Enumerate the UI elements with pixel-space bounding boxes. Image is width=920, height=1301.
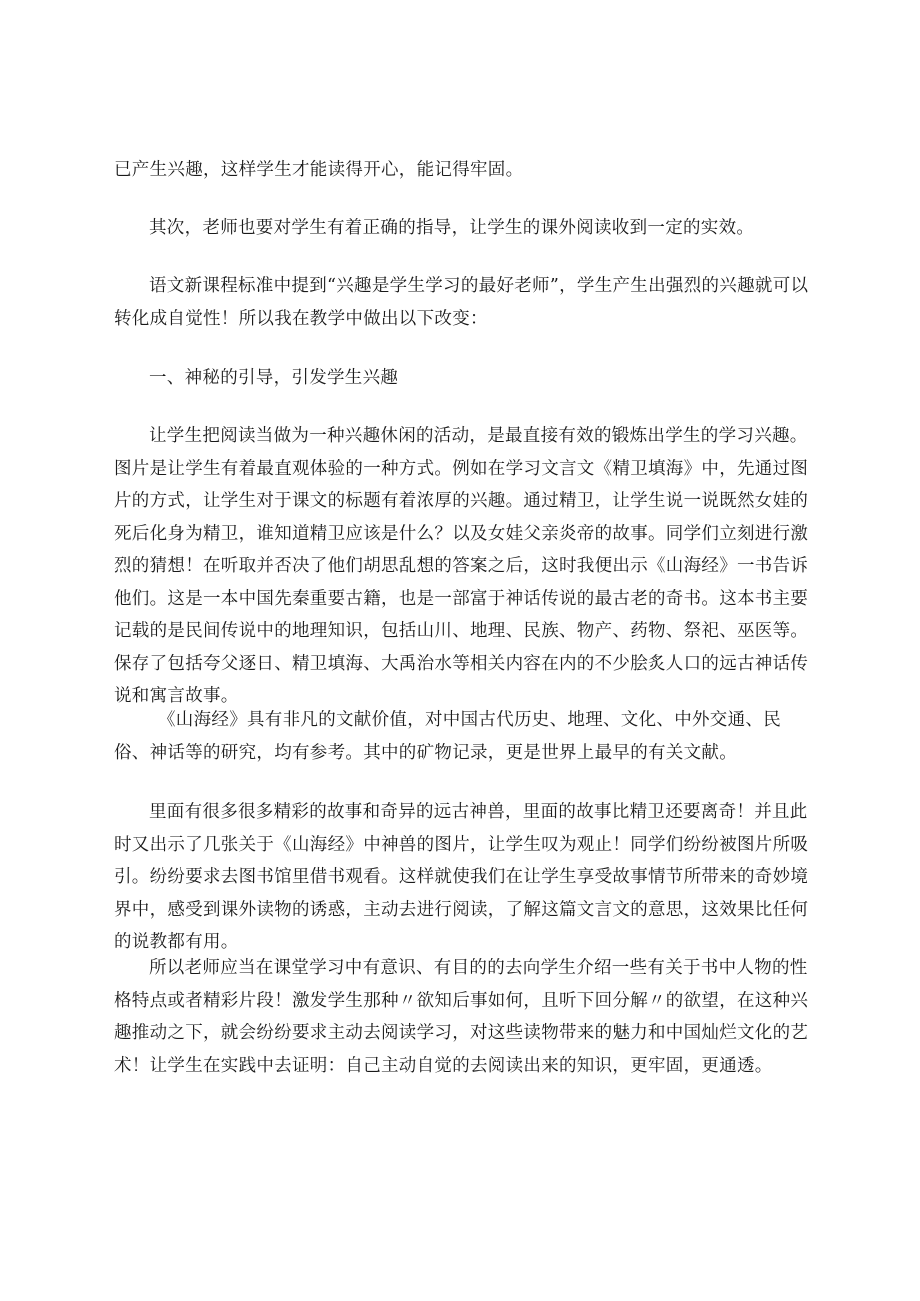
paragraph-curriculum-standard: 语文新课程标准中提到“兴趣是学生学习的最好老师”，学生产生出强烈的兴趣就可以转化成自觉性！所以我在教学中做出以下改变：: [114, 276, 809, 329]
paragraph-shanhaijing-intro: 让学生把阅读当做为一种兴趣休闲的活动，是最直接有效的锻炼出学生的学习兴趣。图片是让学生有着最直观体验的一种方式。例如在学习文言文《精卫填海》中，先通过图片的方式，让学生对于课文的标题有着浓厚的兴趣。通过精卫，让学生说一说既然女娃的死后化身为精卫，谁知道精卫应该是什么？以及女娃父亲炎帝的故事。同学们立刻进行激烈的猜想！在听取并否决了他们胡思乱想的答案之后，这时我便出示《山海经》一书告诉他们。这是一本中国先秦重要古籍，也是一部富于神话传说的最古老的奇书。这本书主要记载的是民间传说中的地理知识，包括山川、地理、民族、物产、药物、祭祀、巫医等。保存了包括夸父逐日、精卫填海、大禹治水等相关内容在内的不少脍炙人口的远古神话传说和寓言故事。: [114, 426, 809, 706]
paragraph-teacher-advice: 所以老师应当在课堂学习中有意识、有目的的去向学生介绍一些有关于书中人物的性格特点或者精彩片段！激发学生那种〃欲知后事如何，且听下回分解〃的欲望，在这种兴趣推动之下，就会纷纷要求主动去阅读学习，对这些读物带来的魅力和中国灿烂文化的艺术！让学生在实践中去证明：自己主动自觉的去阅读出来的知识，更牢固，更通透。: [114, 958, 809, 1076]
paragraph-continuation: 已产生兴趣，这样学生才能读得开心，能记得牢固。: [114, 160, 524, 180]
paragraph-guidance: 其次，老师也要对学生有着正确的指导，让学生的课外阅读收到一定的实效。: [149, 218, 755, 238]
section-heading: 一、神秘的引导，引发学生兴趣: [149, 368, 399, 388]
paragraph-mythical-beasts: 里面有很多很多精彩的故事和奇异的远古神兽，里面的故事比精卫还要离奇！并且此时又出示了几张关于《山海经》中神兽的图片，让学生叹为观止！同学们纷纷被图片所吸引。纷纷要求去图书馆里借书观看。这样就使我们在让学生享受故事情节所带来的奇妙境界中，感受到课外读物的诱惑，主动去进行阅读，了解这篇文言文的意思，这效果比任何的说教都有用。: [114, 802, 809, 952]
paragraph-literary-value: 《山海经》具有非凡的文献价值，对中国古代历史、地理、文化、中外交通、民俗、神话等的研究，均有参考。其中的矿物记录，更是世界上最早的有关文献。: [114, 710, 781, 763]
